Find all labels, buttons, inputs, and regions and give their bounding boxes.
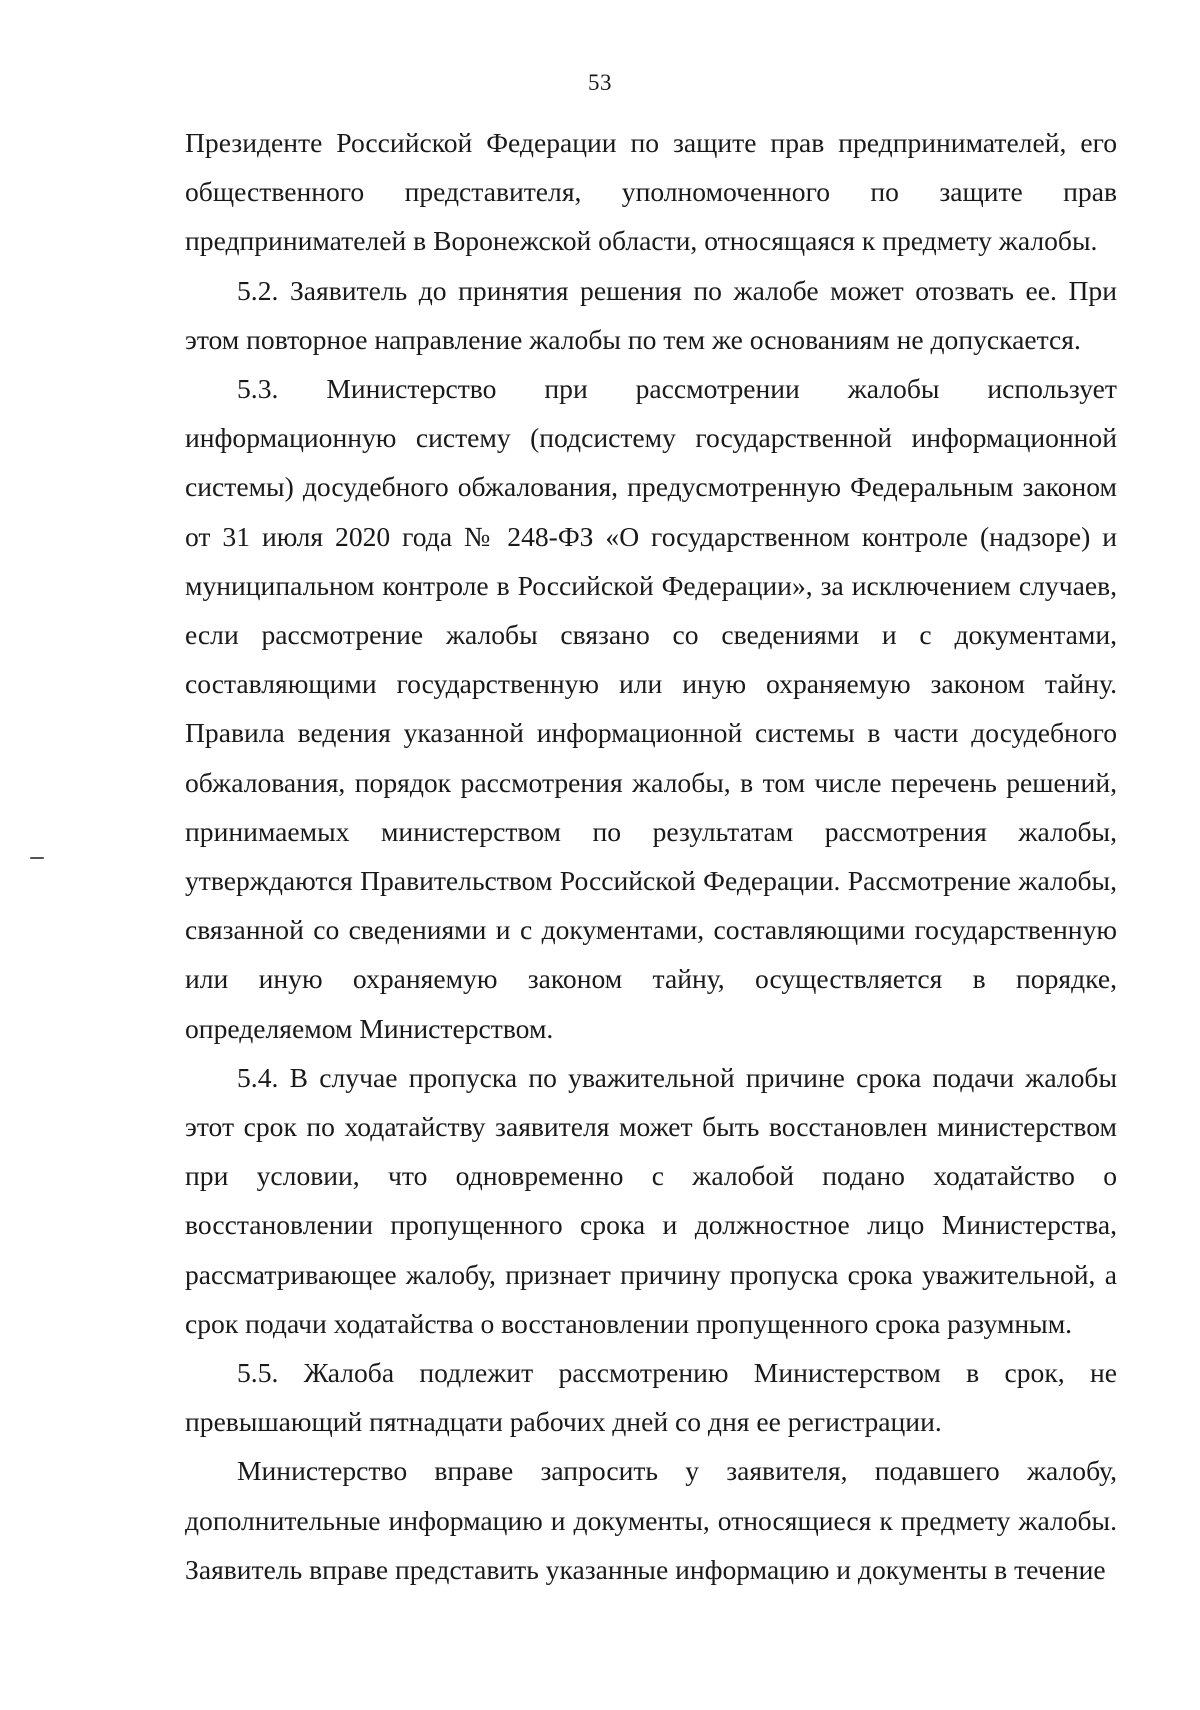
paragraph-5-3: 5.3. Министерство при рассмотрении жалобы использует информационную систему (подсистему государственной информационной системы) досудебного обжалования, предусмотренную Федеральным законом от 31 июля 2020 года № 248-ФЗ «О государственном контроле (надзоре) и муниципальном контроле в Российской Федерации», за исключением случаев, если рассмотрение жалобы связано со сведениями и с документами, составляющими государственную или иную охраняемую законом тайну. Правила ведения указанной информационной системы в части досудебного обжалования, порядок рассмотрения жалобы, в том числе перечень решений, принимаемых министерством по результатам рассмотрения жалобы, утверждаются Правительством Российской Федерации. Рассмотрение жалобы, связанной со сведениями и с документами, составляющими государственную или иную охраняемую законом тайну, осуществляется в порядке, определяемом Министерством. [185, 373, 1117, 1044]
paragraph-5-5: 5.5. Жалоба подлежит рассмотрению Министерством в срок, не превышающий пятнадцати рабочих дней со дня ее регистрации. [185, 1357, 1117, 1438]
paragraph-5-2: 5.2. Заявитель до принятия решения по жалобе может отозвать ее. При этом повторное направление жалобы по тем же основаниям не допускается. [185, 274, 1117, 355]
paragraph-ministry-request: Министерство вправе запросить у заявителя, подавшего жалобу, дополнительные информацию и документы, относящиеся к предмету жалобы. Заявитель вправе представить указанные информацию и документы в течение [185, 1455, 1117, 1585]
paragraph-5-4: 5.4. В случае пропуска по уважительной причине срока подачи жалобы этот срок по ходатайству заявителя может быть восстановлен министерством при условии, что одновременно с жалобой подано ходатайство о восстановлении пропущенного срока и должностное лицо Министерства, рассматривающее жалобу, признает причину пропуска срока уважительной, а срок подачи ходатайства о восстановлении пропущенного срока разумным. [185, 1061, 1117, 1339]
page-number: 53 [588, 70, 612, 95]
document-body [185, 118, 1117, 1594]
paragraph-continuation: Президенте Российской Федерации по защите прав предпринимателей, его общественного представителя, уполномоченного по защите прав предпринимателей в Воронежской области, относящаяся к предмету жалобы. [185, 127, 1117, 257]
scan-margin-mark [30, 857, 44, 859]
